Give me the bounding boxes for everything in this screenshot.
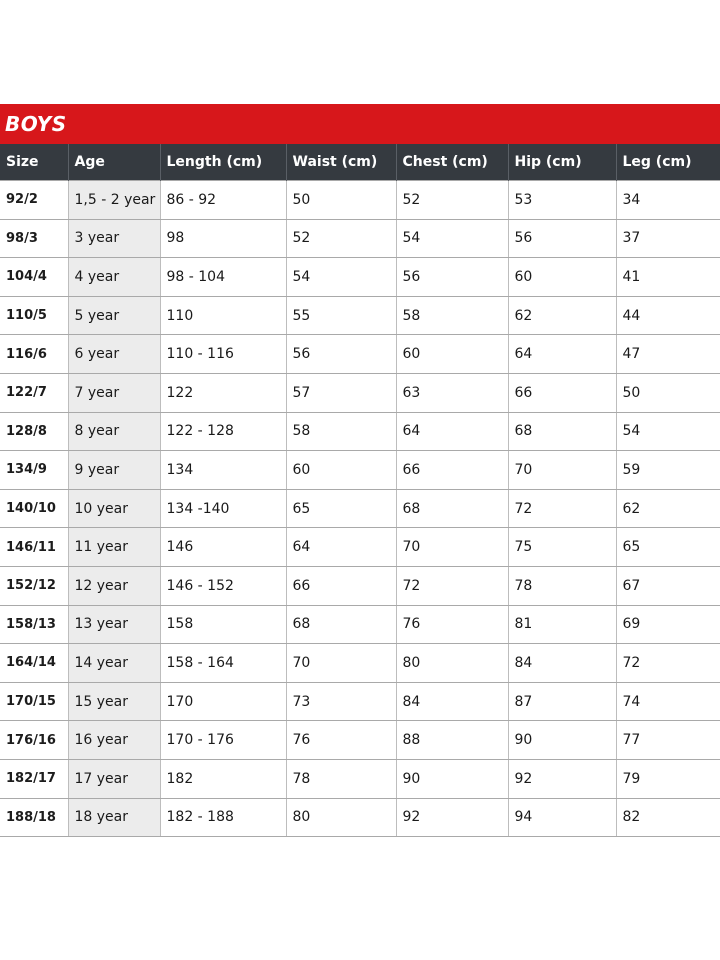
column-header-waist: Waist (cm) <box>286 144 396 181</box>
size-cell: 170/15 <box>0 682 68 721</box>
leg-cell: 44 <box>616 296 720 335</box>
chest-cell: 76 <box>396 605 508 644</box>
age-cell: 16 year <box>68 721 160 760</box>
age-cell: 7 year <box>68 373 160 412</box>
chest-cell: 63 <box>396 373 508 412</box>
chest-cell: 84 <box>396 682 508 721</box>
hip-cell: 87 <box>508 682 616 721</box>
size-cell: 104/4 <box>0 258 68 297</box>
leg-cell: 34 <box>616 181 720 220</box>
chest-cell: 64 <box>396 412 508 451</box>
table-row <box>0 219 720 258</box>
hip-cell: 75 <box>508 528 616 567</box>
waist-cell: 52 <box>286 219 396 258</box>
length-cell: 122 - 128 <box>160 412 286 451</box>
table-row <box>0 451 720 490</box>
chest-cell: 60 <box>396 335 508 374</box>
age-cell: 1,5 - 2 year <box>68 181 160 220</box>
chest-cell: 54 <box>396 219 508 258</box>
waist-cell: 56 <box>286 335 396 374</box>
chest-cell: 92 <box>396 798 508 837</box>
chest-cell: 56 <box>396 258 508 297</box>
hip-cell: 66 <box>508 373 616 412</box>
column-header-chest: Chest (cm) <box>396 144 508 181</box>
hip-cell: 92 <box>508 759 616 798</box>
table-row <box>0 373 720 412</box>
title-banner <box>0 104 720 144</box>
size-cell: 164/14 <box>0 644 68 683</box>
age-cell: 8 year <box>68 412 160 451</box>
hip-cell: 84 <box>508 644 616 683</box>
length-cell: 98 <box>160 219 286 258</box>
age-cell: 17 year <box>68 759 160 798</box>
length-cell: 170 <box>160 682 286 721</box>
column-header-age: Age <box>68 144 160 181</box>
chest-cell: 72 <box>396 566 508 605</box>
age-cell: 15 year <box>68 682 160 721</box>
waist-cell: 73 <box>286 682 396 721</box>
leg-cell: 50 <box>616 373 720 412</box>
length-cell: 158 <box>160 605 286 644</box>
size-chart <box>0 104 720 837</box>
chart-title: BOYS <box>5 112 67 136</box>
table-row <box>0 296 720 335</box>
leg-cell: 82 <box>616 798 720 837</box>
waist-cell: 76 <box>286 721 396 760</box>
table-row <box>0 798 720 837</box>
table-row <box>0 258 720 297</box>
table-row <box>0 528 720 567</box>
length-cell: 110 <box>160 296 286 335</box>
waist-cell: 60 <box>286 451 396 490</box>
column-header-leg: Leg (cm) <box>616 144 720 181</box>
age-cell: 5 year <box>68 296 160 335</box>
table-row <box>0 489 720 528</box>
size-cell: 116/6 <box>0 335 68 374</box>
age-cell: 18 year <box>68 798 160 837</box>
size-cell: 134/9 <box>0 451 68 490</box>
column-header-length: Length (cm) <box>160 144 286 181</box>
age-cell: 6 year <box>68 335 160 374</box>
age-cell: 14 year <box>68 644 160 683</box>
size-cell: 140/10 <box>0 489 68 528</box>
length-cell: 146 <box>160 528 286 567</box>
table-row <box>0 335 720 374</box>
chest-cell: 70 <box>396 528 508 567</box>
size-cell: 98/3 <box>0 219 68 258</box>
waist-cell: 54 <box>286 258 396 297</box>
hip-cell: 64 <box>508 335 616 374</box>
length-cell: 122 <box>160 373 286 412</box>
length-cell: 110 - 116 <box>160 335 286 374</box>
age-cell: 13 year <box>68 605 160 644</box>
length-cell: 98 - 104 <box>160 258 286 297</box>
leg-cell: 69 <box>616 605 720 644</box>
table-row <box>0 759 720 798</box>
waist-cell: 64 <box>286 528 396 567</box>
hip-cell: 68 <box>508 412 616 451</box>
chest-cell: 80 <box>396 644 508 683</box>
age-cell: 12 year <box>68 566 160 605</box>
column-header-size: Size <box>0 144 68 181</box>
leg-cell: 72 <box>616 644 720 683</box>
leg-cell: 62 <box>616 489 720 528</box>
waist-cell: 58 <box>286 412 396 451</box>
table-body <box>0 181 720 837</box>
size-cell: 122/7 <box>0 373 68 412</box>
hip-cell: 70 <box>508 451 616 490</box>
waist-cell: 50 <box>286 181 396 220</box>
table-row <box>0 721 720 760</box>
leg-cell: 59 <box>616 451 720 490</box>
size-cell: 188/18 <box>0 798 68 837</box>
chest-cell: 88 <box>396 721 508 760</box>
length-cell: 146 - 152 <box>160 566 286 605</box>
waist-cell: 57 <box>286 373 396 412</box>
hip-cell: 94 <box>508 798 616 837</box>
size-cell: 158/13 <box>0 605 68 644</box>
waist-cell: 65 <box>286 489 396 528</box>
table-row <box>0 644 720 683</box>
table-row <box>0 682 720 721</box>
age-cell: 11 year <box>68 528 160 567</box>
leg-cell: 37 <box>616 219 720 258</box>
waist-cell: 55 <box>286 296 396 335</box>
waist-cell: 80 <box>286 798 396 837</box>
chest-cell: 90 <box>396 759 508 798</box>
header-row <box>0 144 720 181</box>
waist-cell: 78 <box>286 759 396 798</box>
chest-cell: 68 <box>396 489 508 528</box>
size-cell: 152/12 <box>0 566 68 605</box>
leg-cell: 47 <box>616 335 720 374</box>
length-cell: 182 - 188 <box>160 798 286 837</box>
length-cell: 170 - 176 <box>160 721 286 760</box>
age-cell: 9 year <box>68 451 160 490</box>
waist-cell: 66 <box>286 566 396 605</box>
leg-cell: 74 <box>616 682 720 721</box>
length-cell: 86 - 92 <box>160 181 286 220</box>
age-cell: 3 year <box>68 219 160 258</box>
leg-cell: 65 <box>616 528 720 567</box>
size-cell: 176/16 <box>0 721 68 760</box>
hip-cell: 60 <box>508 258 616 297</box>
leg-cell: 67 <box>616 566 720 605</box>
table-row <box>0 412 720 451</box>
age-cell: 10 year <box>68 489 160 528</box>
waist-cell: 68 <box>286 605 396 644</box>
hip-cell: 90 <box>508 721 616 760</box>
waist-cell: 70 <box>286 644 396 683</box>
table-row <box>0 566 720 605</box>
table-row <box>0 605 720 644</box>
size-table <box>0 144 720 837</box>
column-header-hip: Hip (cm) <box>508 144 616 181</box>
length-cell: 134 <box>160 451 286 490</box>
chest-cell: 58 <box>396 296 508 335</box>
table-row <box>0 181 720 220</box>
chest-cell: 52 <box>396 181 508 220</box>
age-cell: 4 year <box>68 258 160 297</box>
size-cell: 128/8 <box>0 412 68 451</box>
hip-cell: 72 <box>508 489 616 528</box>
length-cell: 158 - 164 <box>160 644 286 683</box>
leg-cell: 77 <box>616 721 720 760</box>
length-cell: 134 -140 <box>160 489 286 528</box>
size-cell: 110/5 <box>0 296 68 335</box>
chest-cell: 66 <box>396 451 508 490</box>
hip-cell: 62 <box>508 296 616 335</box>
size-cell: 92/2 <box>0 181 68 220</box>
hip-cell: 56 <box>508 219 616 258</box>
length-cell: 182 <box>160 759 286 798</box>
size-cell: 182/17 <box>0 759 68 798</box>
leg-cell: 41 <box>616 258 720 297</box>
hip-cell: 81 <box>508 605 616 644</box>
hip-cell: 53 <box>508 181 616 220</box>
leg-cell: 79 <box>616 759 720 798</box>
leg-cell: 54 <box>616 412 720 451</box>
size-cell: 146/11 <box>0 528 68 567</box>
hip-cell: 78 <box>508 566 616 605</box>
